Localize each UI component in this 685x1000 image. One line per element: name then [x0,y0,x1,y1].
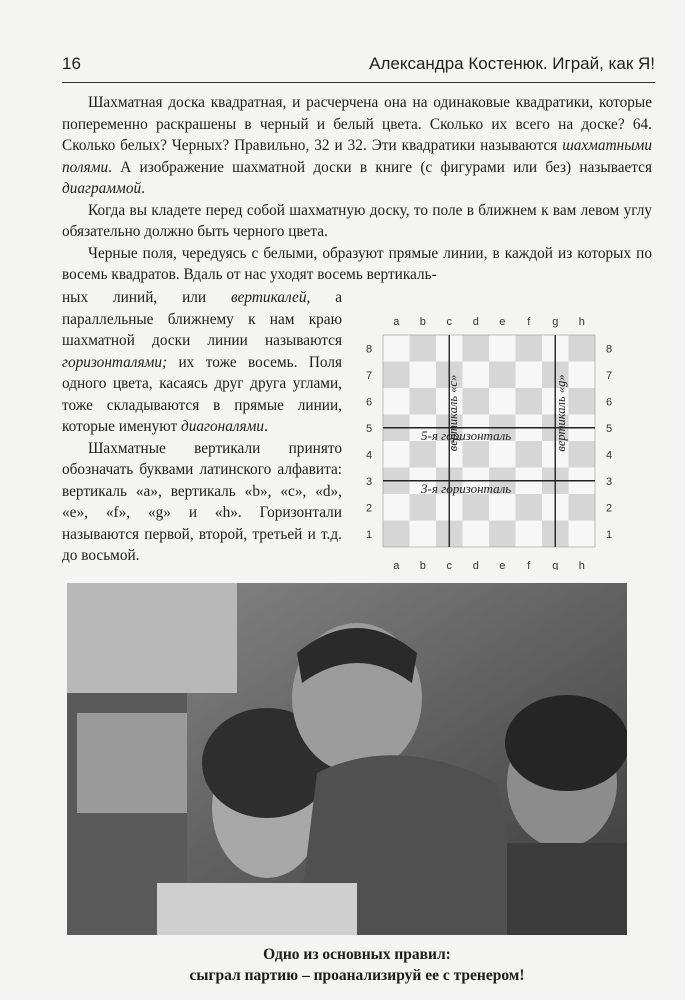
rank-label: 8 [605,343,613,356]
rank-label: 7 [605,369,613,382]
board-square [516,388,543,415]
board-square [463,388,490,415]
page-header [62,50,655,80]
rank-label: 2 [365,502,373,515]
board-square [383,335,410,362]
file-label: a [393,316,400,328]
running-title: Александра Костенюк. Играй, как Я! [369,54,655,73]
label-vertical-g: вертикаль «g» [554,374,568,452]
file-label: c [446,560,452,570]
board-square [489,521,516,548]
file-label: f [527,316,531,328]
file-label: h [578,560,585,570]
file-label: h [578,316,585,328]
board-square [489,441,516,468]
chessboard-diagram [355,305,645,570]
board-square [383,441,410,468]
photo-coach-with-children [67,583,627,935]
board-square [569,335,596,362]
board-square [410,494,437,521]
board-square [516,335,543,362]
label-vertical-c: вертикаль «c» [446,374,460,452]
board-square [569,362,596,389]
rank-label: 5 [365,422,373,435]
board-square [569,441,596,468]
rank-label: 7 [365,369,373,382]
file-labels-top [393,316,585,328]
board-square [463,521,490,548]
board-square [569,494,596,521]
file-label: g [552,316,559,328]
board-square [383,521,410,548]
board-square [383,494,410,521]
board-square [463,335,490,362]
paragraph-3: Черные поля, чередуясь с белыми, образуют прямые линии, в каждой из которых по восемь квадратов. Вдаль от нас уходят восемь вертикаль- [62,244,652,283]
board-square [516,521,543,548]
board-square [569,521,596,548]
file-labels-bottom [393,560,585,570]
board-square [463,362,490,389]
photo-caption [62,944,652,986]
file-label: e [499,316,506,328]
rank-label: 1 [605,528,613,541]
file-label: b [419,560,426,570]
rank-label: 3 [365,475,373,488]
caption-line-2: сыграл партию – проанализируй ее с тренером! [189,967,525,984]
page-number: 16 [62,54,81,73]
board-square [410,521,437,548]
rank-label: 4 [605,449,613,462]
paragraph-1: Шахматная доска квадратная, и расчерчена она на одинаковые квадратики, которые попеременно раскрашены в черный и белый цвета. Сколько их всего на доске? 64. Сколько белых? Черных? Правильно, 32 и 32. Эти квадратики называются шахматными полями. А изображение шахматной доски в книге (с фигурами или без) называется диаграммой. [62,94,652,197]
board-square [410,335,437,362]
rank-label: 4 [365,449,373,462]
paragraph-3-continued: ных линий, или вертикалей, а параллельные ближнему к нам краю шахматной доски линии называются горизонталями; их тоже восемь. Поля одного цвета, касаясь друг друга углами, тоже складываются в прямые линии, которые именуют диагоналями. [62,289,342,435]
rank-labels-right [606,343,612,541]
rank-label: 6 [605,396,613,409]
file-label: d [472,316,479,328]
caption-line-1: Одно из основных правил: [263,946,451,963]
paragraph-2: Когда вы кладете перед собой шахматную доску, то поле в ближнем к вам левом углу обязательно должно быть черного цвета. [62,201,652,240]
file-label: b [419,316,426,328]
board-square [516,362,543,389]
board-square [516,441,543,468]
board-square [383,388,410,415]
header-rule [62,82,655,83]
rank-label: 8 [365,343,373,356]
rank-label: 6 [365,396,373,409]
file-label: e [499,560,506,570]
board-square [489,494,516,521]
file-label: c [446,316,452,328]
board-square [489,362,516,389]
board-square [569,388,596,415]
rank-label: 1 [365,528,373,541]
rank-labels-left [366,343,372,541]
board-square [489,388,516,415]
label-rank-5: 5-я горизонталь [421,428,512,443]
file-label: d [472,560,479,570]
rank-label: 5 [605,422,613,435]
rank-label: 2 [605,502,613,515]
file-label: a [393,560,400,570]
board-square [410,441,437,468]
file-label: g [552,560,559,570]
board-square [383,362,410,389]
body-text-top [62,92,652,286]
rank-label: 3 [605,475,613,488]
board-square [410,388,437,415]
file-label: f [527,560,531,570]
body-text-left-column [62,287,342,567]
board-square [463,441,490,468]
board-square [489,335,516,362]
board-square [516,494,543,521]
paragraph-4: Шахматные вертикали принято обозначать буквами латинского алфавита: вертикаль «a», вертикаль «b», «c», «d», «e», «f», «g» и «h». Горизонтали называются первой, второй, третьей и т.д. до восьмой. [62,439,342,564]
board-square [410,362,437,389]
label-rank-3: 3-я горизонталь [421,481,512,496]
board-square [463,494,490,521]
